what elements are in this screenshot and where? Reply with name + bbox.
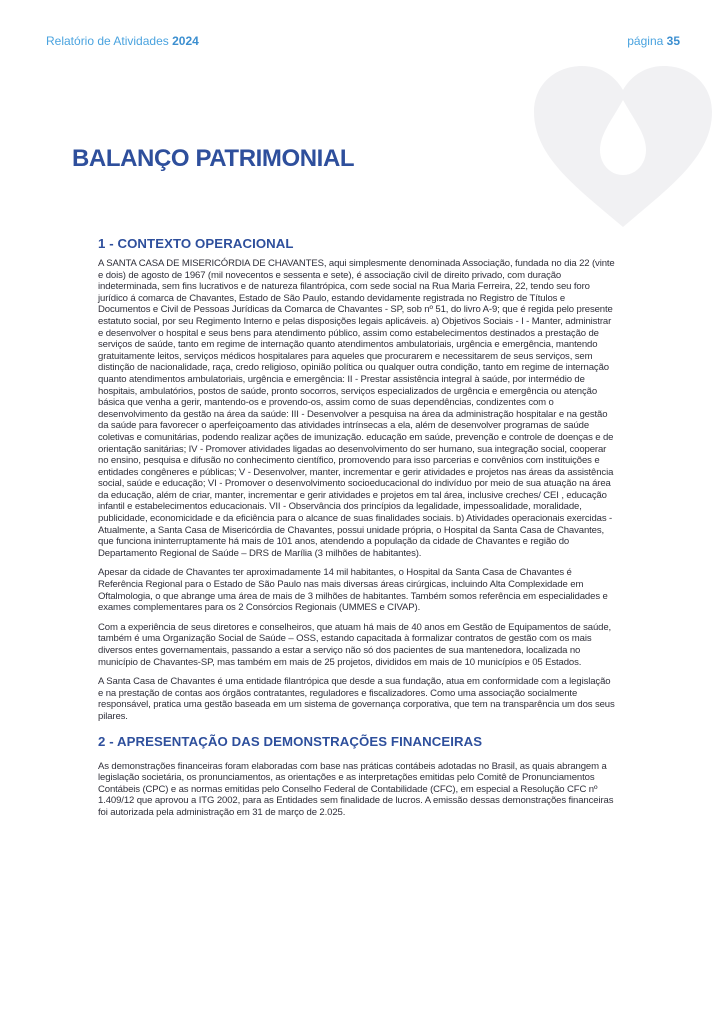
page-title: BALANÇO PATRIMONIAL [72, 145, 355, 172]
paragraph: Com a experiência de seus diretores e conselheiros, que atuam há mais de 40 anos em Gestão de Equipamentos de saúde, também é uma Organização Social de Saúde – OSS, estando capacitada à formalizar contratos de gestão com os mais diversos entes governamentais, passando a estar a serviço não só dos pacientes de sua mantenedora, localizada no município de Chavantes-SP, mas também em mais de 25 projetos, divididos em mais de 10 municípios e 05 Estados. [98, 621, 612, 668]
paragraph: Apesar da cidade de Chavantes ter aproximadamente 14 mil habitantes, o Hospital da Santa Casa de Chavantes é Referência Regional para o Estado de São Paulo nas mais diversas áreas cirúrgicas, incluindo Alta Complexidade em Oftalmologia, o que abrange uma área de mais de 3 milhões de habitantes. Também somos referência em especialidades e exames complementares para os 2 Consórcios Regionais (UMMES e CIVAP). [98, 567, 608, 614]
section-heading: 2 - APRESENTAÇÃO DAS DEMONSTRAÇÕES FINANCEIRAS [98, 733, 483, 749]
heart-drop-icon [528, 62, 718, 232]
page-indicator [627, 34, 680, 48]
paragraph: As demonstrações financeiras foram elaboradas com base nas práticas contábeis adotadas no Brasil, as quais abrangem a legislação societária, os pronunciamentos, as orientações e as interpretações emitidas pelo Comitê de Pronunciamentos Contábeis (CPC) e as normas emitidas pelo Conselho Federal de Contabilidade (CFC), em especial a Resolução CFC nº 1.409/12 que aprovou a ITG 2002, para as Entidades sem finalidade de lucros. A emissão dessas demonstrações financeiras foi autorizada pela administração em 31 de março de 2.025. [98, 760, 614, 818]
paragraph: A SANTA CASA DE MISERICÓRDIA DE CHAVANTES, aqui simplesmente denominada Associação, fundada no dia 22 (vinte e dois) de agosto de 1967 (mil novecentos e sessenta e sete), é associação civil de direito privado, com duração indeterminada, sem fins lucrativos e de natureza filantrópica, com sede social na Rua Maria Ferreira, 22, tendo seu foro jurídico á comarca de Chavantes, Estado de São Paulo, estando devidamente registrada no Registro de Títulos e Documentos e Civil de Pessoas Jurídicas da Comarca de Chavantes - SP, sob nº 51, do livro A-9; que é regida pelo presente estatuto social, por seu Regimento Interno e pelas disposições legais aplicáveis. a) Objetivos Sociais - I - Manter, administrar e desenvolver o hospital e seus bens para atendimento público, assim como estabelecimentos destinados a prestação de serviços de saúde, tanto em regime de internação quanto atendimentos ambulatoriais, urgência e emergência, mantendo gratuitamente leitos, serviços médicos hospitalares para aqueles que procurarem e necessitarem de seus serviços, sem distinção de nacionalidade, raça, credo religioso, opinião política ou qualquer outra condição, tanto em regime de internação quanto atendimentos ambulatoriais, urgência e emergência: II - Prestar assistência integral à saúde, por intermédio de hospitais, ambulatórios, postos de saúde, pronto socorros, serviços especializados de urgência e emergência ou atenção básica que venha a gerir, mantendo-os e provendo-os, assim como de suas dependências, condizentes com o desenvolvimento da gestão na área da saúde: III - Desenvolver a pesquisa na área da administração hospitalar e na gestão da saúde para favorecer o aperfeiçoamento das atividades intrínsecas a ela, além de desenvolver programas de saúde coletivas e comunitárias, podendo realizar ações de imunização. educação em saúde, prevenção e controle de doenças e de orientação sanitárias; IV - Promover atividades ligadas ao desenvolvimento do ser humano, sua integração social, cooperar no ensino, pesquisa e difusão no conhecimento científico, promovendo para isso parcerias e convênios com instituições e entidades congêneres e públicas; V - Desenvolver, manter, incrementar e gerir atividades e projetos nas áreas da assistência social, saúde e educação; VI - Promover o desenvolvimento socioeducacional do indivíduo por meio de sua atuação na área da educação, além de criar, manter, incrementar e gerir atividades e projetos em tal área, inclusive creches/ CEI , educação infantil e estabelecimentos educacionais. VII - Observância dos princípios da legalidade, impessoalidade, moralidade, publicidade, economicidade e da eficiência para o alcance de suas finalidades sociais. b) Atividades operacionais exercidas - Atualmente, a Santa Casa de Misericórdia de Chavantes, possui unidade própria, o Hospital da Santa Casa de Chavantes, que funciona ininterruptamente há mais de 101 anos, atendendo a população da cidade de Chavantes e região do Departamento Regional de Saúde – DRS de Marília (3 milhões de habitantes). [98, 258, 615, 559]
report-title [46, 34, 199, 48]
page-number: 35 [666, 34, 680, 48]
report-label: Relatório de Atividades [46, 34, 169, 48]
content-body [98, 236, 616, 827]
paragraph: A Santa Casa de Chavantes é uma entidade filantrópica que desde a sua fundação, atua em conformidade com a legislação e na prestação de contas aos órgãos contratantes, reguladores e fiscalizadores. Como uma associação socialmente responsável, pratica uma gestão baseada em um sistema de governança corporativa, que tem na transparência um dos seus pilares. [98, 676, 615, 722]
page-header [46, 34, 680, 50]
section-heading: 1 - CONTEXTO OPERACIONAL [98, 236, 294, 251]
report-year: 2024 [172, 34, 199, 48]
page-label: página [627, 34, 664, 48]
section-contexto-operacional [98, 236, 616, 723]
section-apresentacao-demonstracoes [98, 734, 616, 819]
